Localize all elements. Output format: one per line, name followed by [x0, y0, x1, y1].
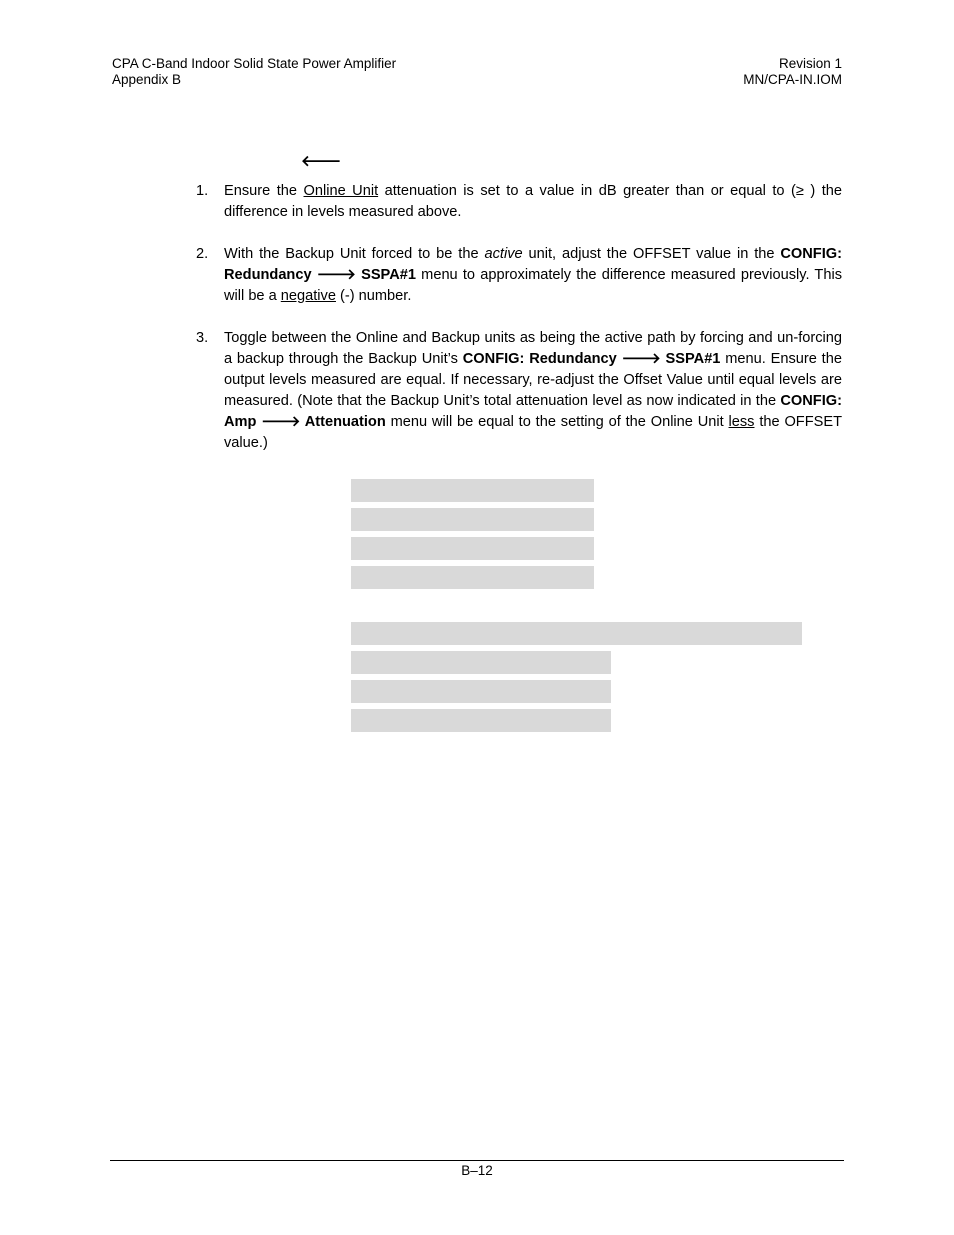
menu-path: CONFIG: Amp 🡒 Attenuation: [224, 393, 842, 430]
step-underlined-text: negative: [280, 288, 336, 304]
step-text: menu. Ensure the output levels measured are equal. If necessary, re-adjust the Offset Value until equal levels are measured. (Note that the Backup Unit’s total attenuation level as now indicated in the: [224, 351, 842, 409]
document-number: MN/CPA-IN.IOM: [743, 72, 842, 87]
footer-divider: [110, 1160, 844, 1161]
step-text: Ensure the: [224, 183, 304, 199]
step-underlined-text: less: [728, 414, 755, 430]
menu-path: CONFIG: Redundancy 🡒 SSPA#1: [224, 246, 842, 283]
display-placeholder-row: [351, 622, 802, 645]
step-number: 1.: [196, 183, 209, 199]
display-placeholder-row: [351, 479, 594, 502]
step-1: [196, 181, 842, 223]
step-2: [196, 244, 842, 307]
step-text: menu to approximately the difference measured previously. This will be a: [224, 267, 842, 304]
step-number: 2.: [196, 246, 209, 262]
step-text: With the Backup Unit forced to be the: [224, 246, 485, 262]
procedure-steps: [196, 181, 842, 475]
running-header-left: [112, 56, 396, 88]
step-text: (-) number.: [335, 288, 412, 304]
step-number: 3.: [196, 330, 209, 346]
menu-path: CONFIG: Redundancy 🡒 SSPA#1: [462, 351, 721, 367]
display-placeholder-row: [351, 537, 594, 560]
step-text: attenuation is set to a value in dB greater than or equal to (≥ ) the difference in levels measured above.: [224, 183, 842, 220]
step-text: unit, adjust the OFFSET value in the: [522, 246, 781, 262]
running-header-right: [743, 56, 842, 88]
step-text: Toggle between the Online and Backup units as being the active path by forcing and un-forcing a backup through the Backup Unit’s: [224, 330, 842, 367]
document-title: CPA C-Band Indoor Solid State Power Amplifier: [112, 56, 397, 71]
step-3: [196, 328, 842, 454]
step-italic-text: active: [484, 246, 523, 262]
left-arrow-icon: 🡐: [301, 152, 342, 170]
appendix-label: Appendix B: [112, 72, 182, 87]
step-underlined-text: Online Unit: [303, 183, 379, 199]
revision-label: Revision 1: [778, 56, 842, 71]
display-placeholder-row: [351, 566, 594, 589]
display-placeholder-row: [351, 680, 611, 703]
step-text: the OFFSET value.): [224, 414, 843, 451]
display-placeholder-row: [351, 508, 594, 531]
display-placeholder-row: [351, 651, 611, 674]
display-placeholder-row: [351, 709, 611, 732]
page-number: B–12: [461, 1163, 493, 1178]
step-text: menu will be equal to the setting of the Online Unit: [385, 414, 729, 430]
